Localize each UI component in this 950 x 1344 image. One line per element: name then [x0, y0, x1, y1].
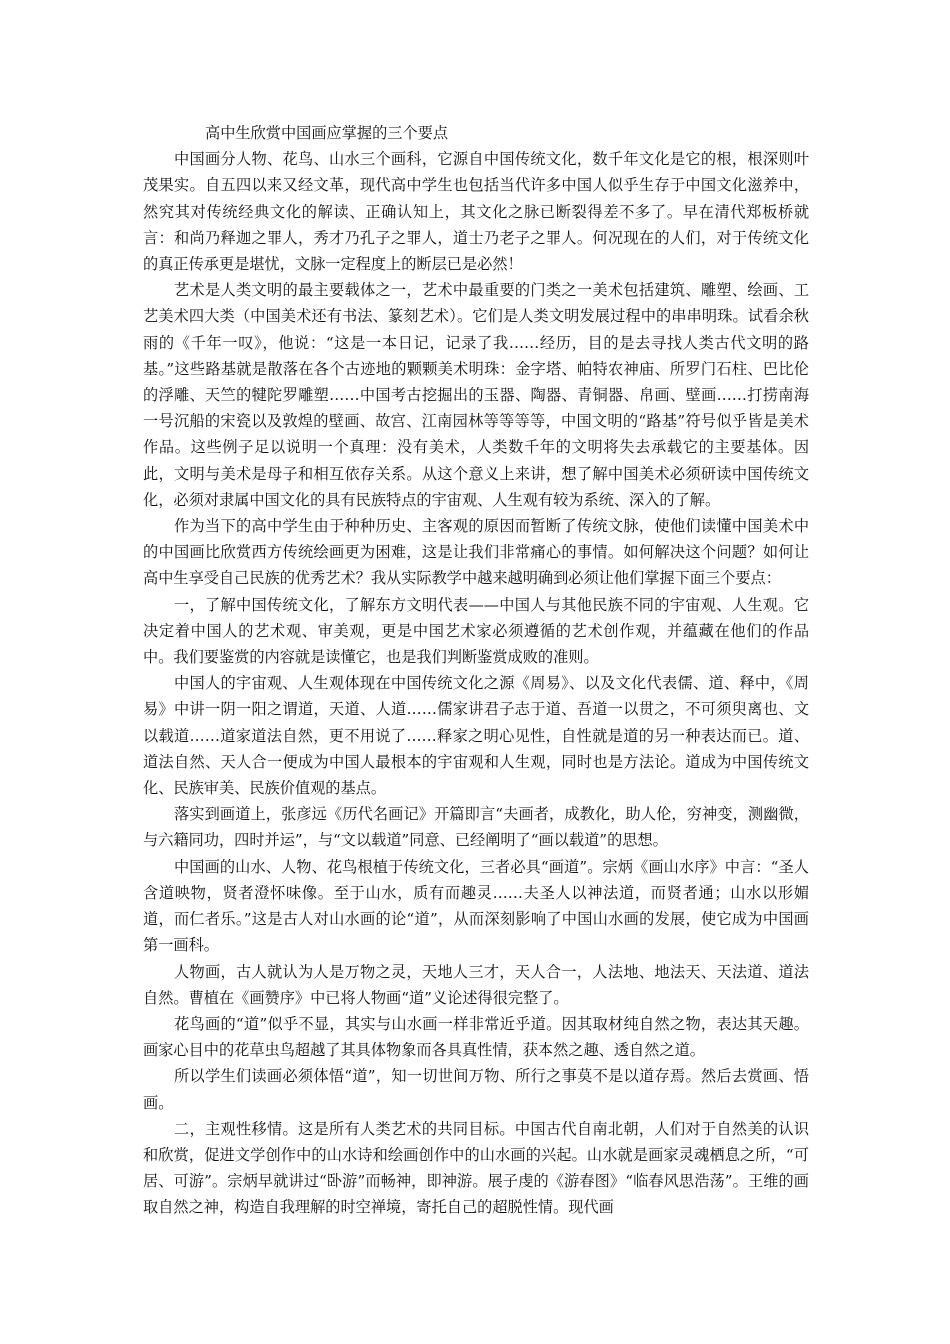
paragraph-1: 中国画分人物、花鸟、山水三个画科，它源自中国传统文化，数千年文化是它的根，根深则叶茂果实。自五四以来又经文革，现代高中学生也包括当代许多中国人似乎生存于中国文化滋养中，然究其对传统经典文化的解读、正确认知上，其文化之脉已断裂得差不多了。早在清代郑板桥就言：和尚乃释迦之罪人，秀才乃孔子之罪人，道士乃老子之罪人。何况现在的人们，对于传统文化的真正传承更是堪忧，文脉一定程度上的断层已是必然！	[143, 150, 809, 274]
paragraph-7: 中国画的山水、人物、花鸟根植于传统文化，三者必具“画道”。宗炳《画山水序》中言：“圣人含道映物，贤者澄怀味像。至于山水，质有而趣灵……夫圣人以神法道，而贤者通；山水以形媚道，而仁者乐。”这是古人对山水画的论“道”，从而深刻影响了中国山水画的发展，使它成为中国画第一画科。	[143, 857, 809, 955]
paragraph-4: 一，了解中国传统文化，了解东方文明代表——中国人与其他民族不同的宇宙观、人生观。它决定着中国人的艺术观、审美观，更是中国艺术家必须遵循的艺术创作观，并蕴藏在他们的作品中。我们要鉴赏的内容就是读懂它，也是我们判断鉴赏成败的准则。	[143, 595, 809, 667]
paragraph-5: 中国人的宇宙观、人生观体现在中国传统文化之源《周易》、以及文化代表儒、道、释中，《周易》中讲一阴一阳之谓道，天道、人道……儒家讲君子志于道、吾道一以贯之，不可须臾离也、文以载道……道家道法自然，更不用说了……释家之明心见性，自性就是道的另一种表达而已。道、道法自然、天人合一便成为中国人最根本的宇宙观和人生观，同时也是方法论。道成为中国传统文化、民族审美、民族价值观的基点。	[143, 674, 809, 798]
paragraph-6: 落实到画道上，张彦远《历代名画记》开篇即言“夫画者，成教化，助人伦，穷神变，测幽微，与六籍同功，四时并运”，与“文以载道”同意、已经阐明了“画以载道”的思想。	[143, 805, 809, 850]
paragraph-11: 二，主观性移情。这是所有人类艺术的共同目标。中国古代自南北朝，人们对于自然美的认识和欣赏，促进文学创作中的山水诗和绘画创作中的山水画的兴起。山水就是画家灵魂栖息之所，“可居、可游”。宗炳早就讲过“卧游”而畅神，即神游。展子虔的《游春图》“临春风思浩荡”。王维的画取自然之神，构造自我理解的时空禅境，寄托自己的超脱性情。现代画	[143, 1119, 809, 1217]
document-body	[143, 120, 809, 1221]
paragraph-9: 花鸟画的“道”似乎不显，其实与山水画一样非常近乎道。因其取材纯自然之物，表达其天趣。画家心目中的花草虫鸟超越了其具体物象而各具真性情，获本然之趣、透自然之道。	[143, 1014, 809, 1060]
paragraph-3: 作为当下的高中学生由于种种历史、主客观的原因而暂断了传统文脉，使他们读懂中国美术中的中国画比欣赏西方传统绘画更为困难，这是让我们非常痛心的事情。如何解决这个问题？如何让高中生享受自己民族的优秀艺术？我从实际教学中越来越明确到必须让他们掌握下面三个要点：	[143, 517, 809, 588]
paragraph-8: 人物画，古人就认为人是万物之灵，天地人三才，天人合一，人法地、地法天、天法道、道法自然。曹植在《画赞序》中已将人物画“道”义论述得很完整了。	[143, 962, 809, 1007]
paragraph-2: 艺术是人类文明的最主要载体之一，艺术中最重要的门类之一美术包括建筑、雕塑、绘画、工艺美术四大类（中国美术还有书法、篆刻艺术）。它们是人类文明发展过程中的串串明珠。试看余秋雨的《千年一叹》，他说：“这是一本日记，记录了我……经历，目的是去寻找人类古代文明的路基。”这些路基就是散落在各个古迹地的颗颗美术明珠：金字塔、帕特农神庙、所罗门石柱、巴比伦的浮雕、天竺的犍陀罗雕塑……中国考古挖掘出的玉器、陶器、青铜器、帛画、壁画……打捞南海一号沉船的宋瓷以及敦煌的壁画、故宫、江南园林等等等等，中国文明的“路基”符号似乎皆是美术作品。这些例子足以说明一个真理：没有美术，人类数千年的文明将失去承载它的主要基体。因此，文明与美术是母子和相互依存关系。从这个意义上来讲，想了解中国美术必须研读中国传统文化，必须对隶属中国文化的具有民族特点的宇宙观、人生观有较为系统、深入的了解。	[143, 281, 809, 509]
document-title: 高中生欣赏中国画应掌握的三个要点	[205, 124, 448, 142]
paragraph-10: 所以学生们读画必须体悟“道”，知一切世间万物、所行之事莫不是以道存焉。然后去赏画、悟画。	[143, 1067, 809, 1112]
